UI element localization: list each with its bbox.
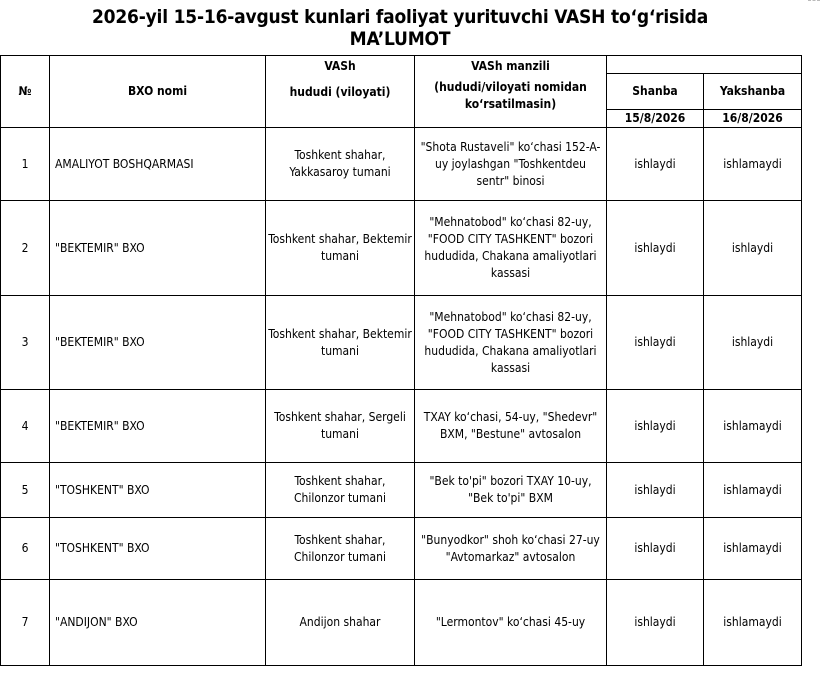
header-region	[266, 56, 415, 128]
header-address-line2: (hududi/viloyati nomidan ko‘rsatilmasin)	[434, 80, 587, 111]
row-address: "Shota Rustaveli" ko‘chasi 152-A-uy joylashgan "Toshkentdeu sentr" binosi	[415, 128, 607, 201]
branches-table	[0, 55, 802, 666]
header-saturday: Shanba	[607, 74, 704, 110]
row-num: 1	[1, 128, 50, 201]
row-saturday: ishlaydi	[607, 390, 704, 463]
header-days-blank	[607, 56, 802, 74]
row-num: 3	[1, 296, 50, 390]
header-address	[415, 56, 607, 128]
row-region: Andijon shahar	[266, 580, 415, 666]
row-sunday: ishlaydi	[704, 296, 802, 390]
row-saturday: ishlaydi	[607, 518, 704, 580]
row-sunday: ishlamaydi	[704, 518, 802, 580]
row-region: Toshkent shahar, Chilonzor tumani	[266, 463, 415, 518]
row-region: Toshkent shahar, Chilonzor tumani	[266, 518, 415, 580]
header-address-line1: VASh manzili	[471, 59, 550, 73]
row-name: "TOSHKENT" BXO	[50, 463, 266, 518]
row-address: "Bunyodkor" shoh ko‘chasi 27-uy "Avtomarkaz" avtosalon	[415, 518, 607, 580]
row-num: 4	[1, 390, 50, 463]
row-saturday: ishlaydi	[607, 463, 704, 518]
row-saturday: ishlaydi	[607, 128, 704, 201]
row-num: 7	[1, 580, 50, 666]
row-address: "Mehnatobod" ko‘chasi 82-uy, "FOOD CITY TASHKENT" bozori hududida, Chakana amaliyotlari kassasi	[415, 296, 607, 390]
row-name: "BEKTEMIR" BXO	[50, 296, 266, 390]
row-region: Toshkent shahar, Bektemir tumani	[266, 296, 415, 390]
row-name: "TOSHKENT" BXO	[50, 518, 266, 580]
row-region: Toshkent shahar, Bektemir tumani	[266, 201, 415, 296]
row-sunday: ishlamaydi	[704, 463, 802, 518]
header-sunday-date: 16/8/2026	[704, 110, 802, 128]
document-title	[0, 6, 800, 50]
table-row	[1, 201, 802, 296]
row-address: TXAY ko‘chasi, 54-uy, "Shedevr" BXM, "Bestune" avtosalon	[415, 390, 607, 463]
row-address: "Bek to'pi" bozori TXAY 10-uy, "Bek to'pi" BXM	[415, 463, 607, 518]
table-row	[1, 580, 802, 666]
row-address: "Lermontov" ko‘chasi 45-uy	[415, 580, 607, 666]
row-saturday: ishlaydi	[607, 580, 704, 666]
header-region-line2: hududi (viloyati)	[289, 85, 391, 99]
table-row	[1, 128, 802, 201]
row-name: "BEKTEMIR" BXO	[50, 201, 266, 296]
header-region-line1: VASh	[324, 59, 356, 73]
header-name: BXO nomi	[50, 56, 266, 128]
row-address: "Mehnatobod" ko‘chasi 82-uy, "FOOD CITY TASHKENT" bozori hududida, Chakana amaliyotlari kassasi	[415, 201, 607, 296]
row-saturday: ishlaydi	[607, 201, 704, 296]
row-num: 5	[1, 463, 50, 518]
row-saturday: ishlaydi	[607, 296, 704, 390]
title-line-2: MA’LUMOT	[349, 28, 451, 50]
title-line-1: 2026-yil 15-16-avgust kunlari faoliyat yurituvchi VASH to‘g‘risida	[91, 6, 709, 28]
row-name: "ANDIJON" BXO	[50, 580, 266, 666]
table-row	[1, 518, 802, 580]
table-row	[1, 296, 802, 390]
header-sunday: Yakshanba	[704, 74, 802, 110]
row-num: 6	[1, 518, 50, 580]
row-sunday: ishlamaydi	[704, 580, 802, 666]
row-region: Toshkent shahar, Yakkasaroy tumani	[266, 128, 415, 201]
row-sunday: ishlamaydi	[704, 390, 802, 463]
page-edge-marker	[808, 0, 820, 2]
row-name: "BEKTEMIR" BXO	[50, 390, 266, 463]
header-row-1	[1, 56, 802, 74]
row-sunday: ishlaydi	[704, 201, 802, 296]
row-sunday: ishlamaydi	[704, 128, 802, 201]
header-num: №	[1, 56, 50, 128]
table-row	[1, 463, 802, 518]
header-saturday-date: 15/8/2026	[607, 110, 704, 128]
row-name: AMALIYOT BOSHQARMASI	[50, 128, 266, 201]
row-region: Toshkent shahar, Sergeli tumani	[266, 390, 415, 463]
row-num: 2	[1, 201, 50, 296]
table-row	[1, 390, 802, 463]
